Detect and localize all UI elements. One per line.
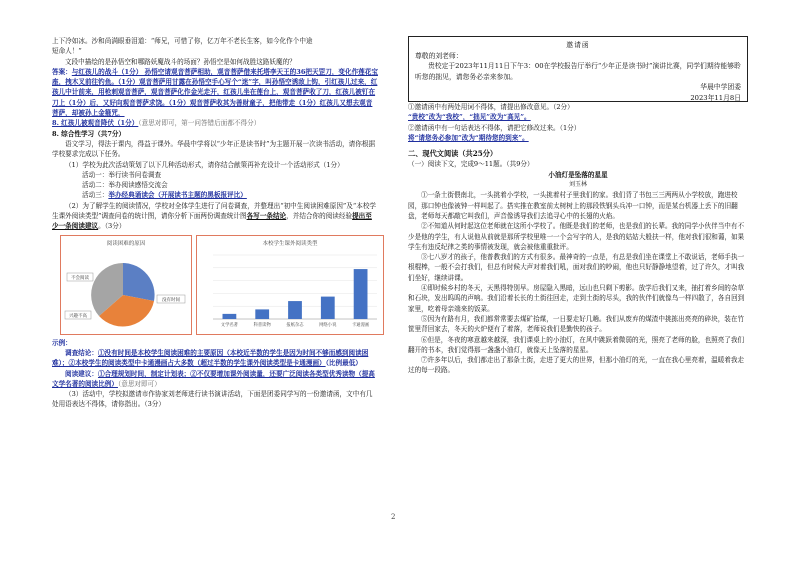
invitation-box xyxy=(408,36,748,102)
bar-3 xyxy=(288,301,302,319)
article-paragraph: ①一条土街偎南北，一头挑着小学校，一头挑着村子里我们的家。我们背了书包三三两两从小学校放，跑进校园，那口钟也像被钟一样叫起了。搭实推在教室前太树树上的那段铁钢头兵冲一口钟，而是某台机器上丢下的旧翻盘，老师每天都敲它叫我们，声音像诱导我们去追寻心中的长翅的火焰。 xyxy=(408,191,738,220)
pie-label-2: 没有时间 xyxy=(162,297,180,303)
bar-2 xyxy=(255,309,269,319)
pie-slice-1 xyxy=(123,263,155,301)
pie-label-1: 不会阅读 xyxy=(71,275,89,281)
article-paragraph: ⑥但是，冬夜的寒意越来越深，我们课桌上的小油灯，在风中跳跃着微弱的光，照亮了老师的脸，也照亮了我们翻开的书本，我们觉得那一盏盏小油灯，就像天上坠落的星星。 xyxy=(408,335,745,354)
question-intro: 文段中描绘的是孙悟空和哪路妖魔战斗的场面？孙悟空是如何战胜这路妖魔的？ xyxy=(65,57,296,66)
bar-chart-box xyxy=(196,235,384,335)
activity-1: 活动一：举行读书问卷调查 xyxy=(82,170,162,179)
bar-category-label: 科普读物 xyxy=(253,322,271,328)
activity-3-prefix: 活动三： xyxy=(82,191,109,200)
answer-tail: 8. 红孩儿被观音降伏（1分） xyxy=(52,119,139,128)
article-title: 小油灯是坠落的星星 xyxy=(548,170,608,179)
answer-label: 答案： xyxy=(52,67,72,76)
pie-chart xyxy=(61,249,191,335)
advice-label: 阅读建议： xyxy=(65,369,98,378)
error-question-2: ②邀请函中有一句话表达不得体，请把它修改过来。（1分） xyxy=(408,123,581,132)
pie-chart-title: 阅读困难的原因 xyxy=(106,240,146,247)
advice-note: （意思对即可） xyxy=(117,379,161,388)
conclusion-text: ①没有时间是本校学生阅读困难的主要原因（本校近半数的学生是因为时间不够而感到阅读困难）；②本校学生的阅读类型中卡通漫画占大多数（超过半数的学生课外阅读类型是卡通漫画） xyxy=(52,348,369,368)
bar-5 xyxy=(354,269,368,319)
error-answer-1: “贵校”改为“我校”，“拙见”改为“高见”。 xyxy=(408,113,531,122)
section-subheading: （一）阅读下文，完成9～11题。（共9分） xyxy=(408,160,534,169)
article-paragraph: ②不知道从何时起这位老师就在这所小学校了。他既是我们的老师，也是我们的长辈。我的同学小伙伴当中有不少是他的学生，有人说他从前就是那所学校里唯一一个会写字的人，是我的姑姑大般扶一样，他对我们很和蔼，如果学生有违反纪律之类的事情被发现，就会被他重重批评。 xyxy=(408,222,745,251)
advice-text: ①合理规划时间，制定计划表；②不仅要增加课外阅读量，还要广泛阅读各类型优秀读物（提高文学名著的阅读比例） xyxy=(52,369,375,388)
invitation-title: 邀请函 xyxy=(566,41,590,49)
conclusion-label: 调查结论： xyxy=(65,348,98,357)
pie-label-3: 兴趣不高 xyxy=(69,313,87,319)
conclusion-block xyxy=(52,348,378,369)
section-heading: 二、现代文阅读（共25分） xyxy=(408,149,498,159)
question-8-3: （3）活动中，学校拟邀请市作协家刘老师进行读书演讲活动，下面是团委同学写的一份邀请函，文中有几处用语表达不得体，请你指出。（3分） xyxy=(52,390,373,409)
article-paragraph: ⑦许多年以后，我们都走出了那条土街，走进了更大的世界，但那小油灯的光，一直在我心里亮着，温暖着我走过的每一段路。 xyxy=(408,356,745,375)
right-column xyxy=(408,36,748,376)
answer-block xyxy=(52,67,378,129)
example-block xyxy=(52,338,378,348)
q8-2-text-a: （2）为了解学生的阅读情况，学校对全体学生进行了问卷调查，并整理出“初中生阅读困难原因”及“本校学生课外阅读类型”调查问卷的统计图，请你分析下面两份调查统计图 xyxy=(52,201,377,221)
question-8-2 xyxy=(52,201,378,232)
activity-3-answer: 举办经典诵读会（开展读书主题的黑板报评比） xyxy=(108,191,247,200)
q8-2-text-e: 。（3分） xyxy=(98,222,126,231)
question-8-heading: 8. 综合性学习（共7分） xyxy=(52,129,126,138)
left-column xyxy=(52,36,378,410)
conclusion-tail: （比例最低） xyxy=(325,359,362,368)
text-line: 短命人！” xyxy=(52,47,82,56)
page-number: 2 xyxy=(391,513,396,521)
error-question-1: ①邀请函中有两处用词不得体，请提出修改意见。（2分） xyxy=(408,103,574,111)
bar-category-label: 文学名著 xyxy=(220,322,238,328)
bar-category-label: 网络小说 xyxy=(319,322,337,328)
bar-chart xyxy=(197,249,383,335)
invitation-sign: 华晨中学团委 xyxy=(700,83,741,92)
activity-2: 活动二：举办阅读感悟交流会 xyxy=(82,181,168,190)
bar-4 xyxy=(321,297,335,319)
q8-2-emph-2: 提出至少一条阅读建议 xyxy=(52,212,372,231)
text-line: 上下冷如冰。沙和尚满眼垂泪道：“师兄，可惜了你，亿万年不老长生客，如今化作个中途 xyxy=(52,37,313,45)
article-paragraph: ⑤因为有路有月，我们都常常要去煤矿拾煤，一日要走好几趟。我们从废弃的煤渣中挑拣出亮亮的碎块，装在竹筐里背回家去，冬天的火炉便有了着落，老师说我们是勤快的孩子。 xyxy=(408,314,745,334)
activity-3 xyxy=(52,190,378,200)
error-answer-2: 将“请您务必参加”改为“期待您的到来”。 xyxy=(408,133,529,142)
bar-category-label: 卡通漫画 xyxy=(352,322,370,328)
question-8-para: 语文学习，得法于课内，得益于课外。华晨中学将以“少年正是读书时”为主题开展一次读书活动，请你根据学校要求完成以下任务。 xyxy=(52,139,376,159)
pie-chart-box xyxy=(60,235,192,335)
answer-note: （意思对即可，第一问答错后面都不得分） xyxy=(138,119,261,128)
article-paragraph: ④即时候乡村的冬天，天黑得特别早。房屋隐入黑暗，远山也只剩下剪影。放学后我们又来，抽打着乡间的杂草和石块，发出呜呜的声响。我们沿着长长的土街往回走，走到土街的尽头，我的伙伴们就像鸟一样四散了，各自回到家里，吃着母亲端来的饭菜。 xyxy=(408,284,745,313)
q8-2-emph-1: 各写一条结论 xyxy=(246,212,287,221)
article-author: 刘玉林 xyxy=(568,181,587,189)
advice-block xyxy=(52,369,378,390)
answer-text: 与红孩儿的战斗（1分） 孙悟空请观音菩萨相助，观音菩萨借来托塔李天王的36把天罡刀，变化作莲花宝座，拽木叉前往钓鱼。（1分）观音菩萨用甘露在孙悟空手心写个“迷”字，叫孙悟空诱敌上钩，引红孩儿过来，红孩儿中计前来，用枪刺观音菩萨，观音菩萨化作金光走开，红孩儿坐在莲台上，观音菩萨收了刀，红孩儿被钉在刀上（1分）后，又好向观音菩萨求饶。（1分）观音菩萨收其为善财童子，把他带走（1分）红孩儿又想去观音菩萨，却被孙上金箍咒， xyxy=(52,67,378,118)
invitation-body: 贵校定于2023年11月11日下午3：00在学校报告厅举行“少年正是读书时”演讲比赛，同学们期待能够聆听您的拙见，请您务必亲来参加。 xyxy=(415,62,741,81)
bar-1 xyxy=(223,314,237,319)
bar-category-label: 报纸杂志 xyxy=(286,322,304,328)
example-label: 示例： xyxy=(52,338,72,347)
bar-chart-title: 本校学生课外阅读类型 xyxy=(262,240,318,247)
charts-row xyxy=(60,235,378,335)
invitation-date: 2023年11月8日 xyxy=(690,93,741,102)
question-8-1: （1）学校为此次活动策划了以下几种活动形式，请你结合献策再补充设计一个活动形式（1分） xyxy=(65,160,344,169)
article-paragraph: ③七八岁才的孩子，他普教我们的方式有很多。最神奇的一点是，有总是我们坐在课堂上不敢说话，老师手执一根棍棒，一般不会打我们，但总有时候大声对着我们吼，面对我们的吵闹，他也只好静静地望着，过了许久，才叫我们坐好，继续讲课。 xyxy=(408,253,745,282)
q8-2-text-c: ，并结合你的阅读经验 xyxy=(286,212,353,221)
invitation-salutation: 尊敬的刘老师： xyxy=(415,51,463,60)
